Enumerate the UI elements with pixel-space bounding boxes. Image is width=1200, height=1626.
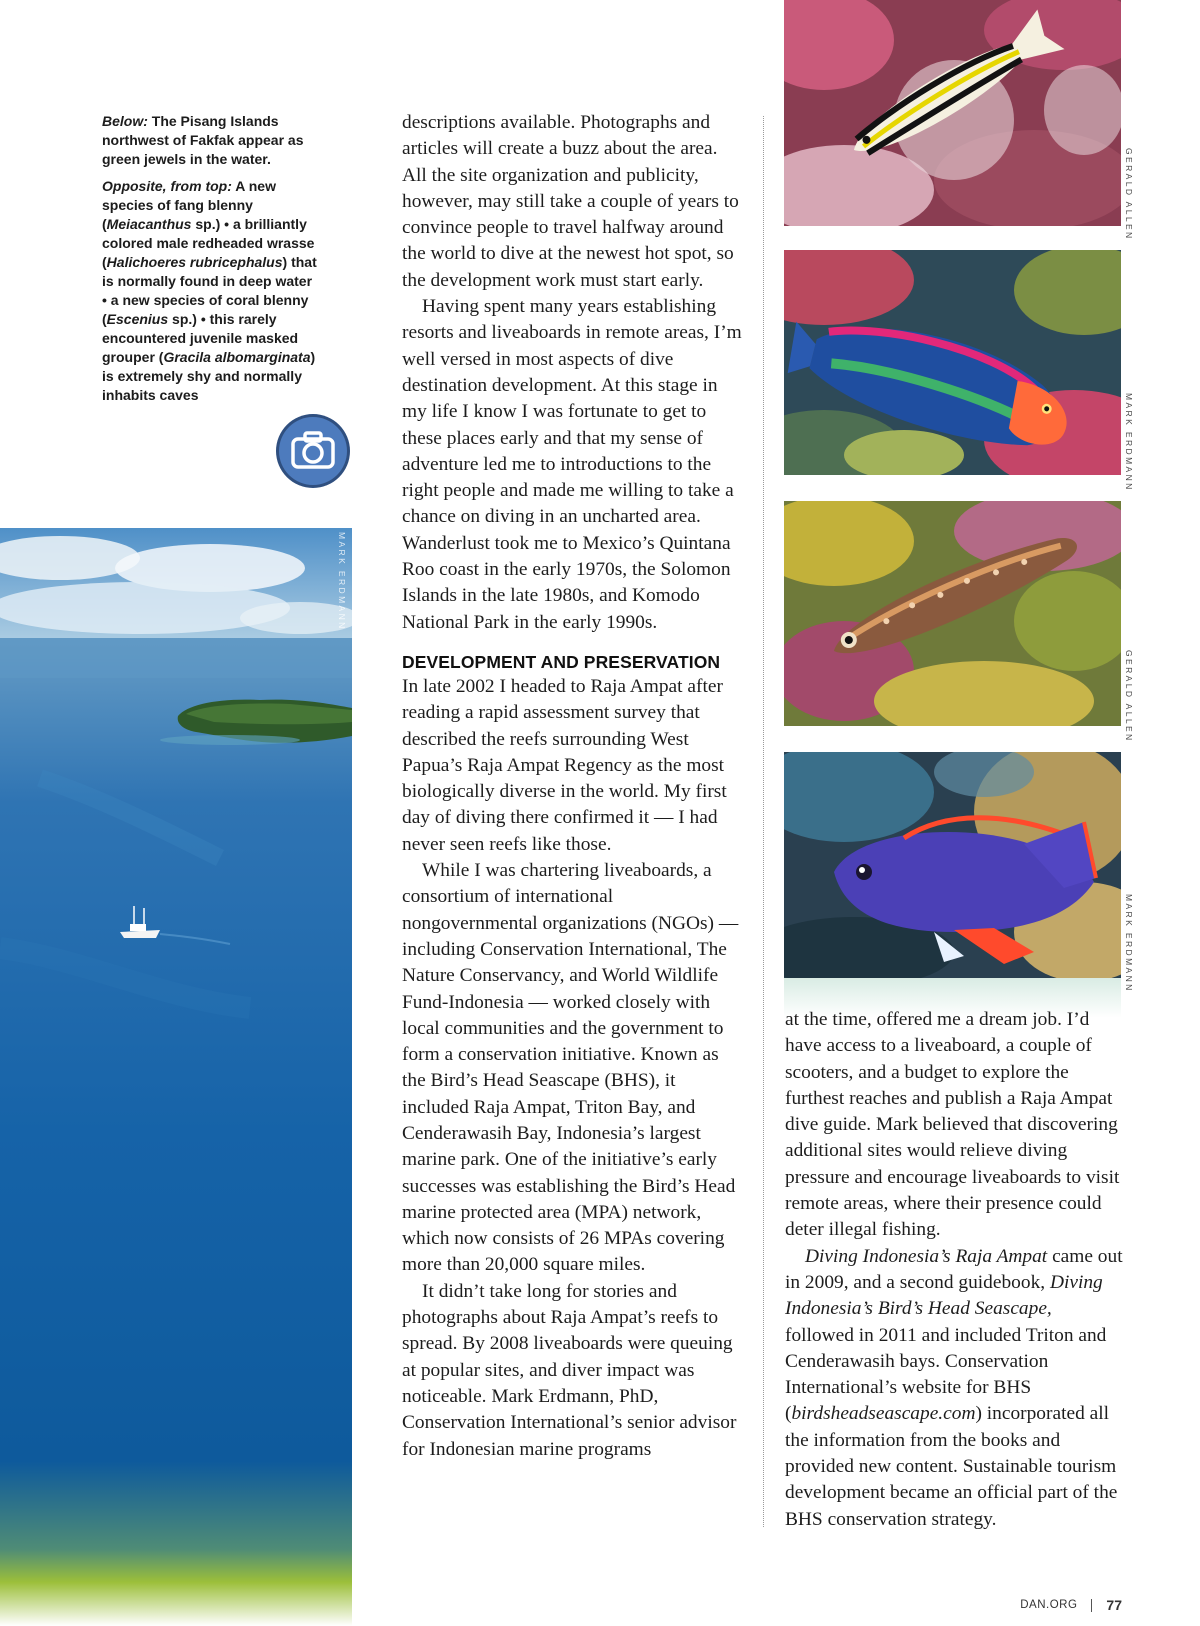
caption-species: Gracila albomarginata bbox=[163, 349, 311, 365]
photo-credit: GERALD ALLEN bbox=[1124, 650, 1134, 743]
photo-caption bbox=[102, 112, 320, 413]
caption-below bbox=[102, 112, 320, 169]
caption-text: sp.) • this rarely encountered juvenile masked grouper ( bbox=[102, 311, 299, 365]
article-paragraph: at the time, offered me a dream job. I’d have access to a liveaboard, a couple of scooters, and a budget to explore the furthest reaches and publish a Raja Ampat dive guide. Mark believed that discovering additional sites would relieve diving pressure and encourage liveaboards to visit remote areas, where their presence could deter illegal fishing. bbox=[785, 1009, 1120, 1241]
footer-separator bbox=[1091, 1599, 1092, 1612]
column-divider bbox=[763, 116, 764, 1527]
article-paragraph: Having spent many years establishing resorts and liveaboards in remote areas, I’m well versed in most aspects of dive destination development. At this stage in my life I know I was fortunate to get to these places early and that my sense of adventure led me to introductions to the right people and made me willing to take a chance on diving in an uncharted area. Wanderlust took me to Mexico’s Quintana Roo coast in the early 1970s, the Solomon Islands in the late 1980s, and Komodo National Park in the early 1990s. bbox=[402, 296, 742, 633]
article-column-2 bbox=[785, 1007, 1125, 1533]
book-title: Diving Indonesia’s Bird’s Head Seascape, bbox=[785, 1271, 1103, 1320]
caption-species: Halichoeres rubricephalus bbox=[106, 254, 283, 270]
article-paragraph: In late 2002 I headed to Raja Ampat after reading a rapid assessment survey that described the reefs surrounding West Papua’s Raja Ampat Regency as the most biologically diverse in the world. My first day of diving there confirmed it — I had never seen reefs like those. bbox=[402, 675, 727, 855]
caption-below-lead: Below: bbox=[102, 113, 148, 129]
article-paragraph: While I was chartering liveaboards, a consortium of international nongovernmental organizations (NGOs) — including Conservation International, The Nature Conservancy, and World Wildlife Fund-Indonesia — worked closely with local communities and the government to form a conservation initiative. Known as the Bird’s Head Seascape (BHS), it included Raja Ampat, Triton Bay, and Cenderawasih Bay, Indonesia’s largest marine park. One of the initiative’s early successes was establishing the Bird’s Head marine protected area (MPA) network, which now consists of 26 MPAs covering more than 20,000 square miles. bbox=[402, 860, 739, 1276]
caption-opposite bbox=[102, 177, 320, 405]
page-number: 77 bbox=[1106, 1597, 1122, 1613]
article-paragraph: It didn’t take long for stories and photographs about Raja Ampat’s reefs to spread. By 2008 liveaboards were queuing at popular sites, and diver impact was noticeable. Mark Erdmann, PhD, Conservation International’s senior advisor for Indonesian marine programs bbox=[402, 1280, 737, 1460]
article-text: came out in 2009, and a second guidebook, bbox=[785, 1245, 1123, 1293]
photo-masked-grouper bbox=[784, 752, 1121, 978]
article-paragraph bbox=[785, 1244, 1125, 1533]
footer-site: DAN.ORG bbox=[1020, 1599, 1078, 1611]
caption-species: Escenius bbox=[106, 311, 169, 327]
caption-text: ) that is normally found in deep water • a new species of coral blenny ( bbox=[102, 254, 317, 327]
photo-credit: MARK ERDMANN bbox=[1124, 894, 1134, 993]
caption-below-text: The Pisang Islands northwest of Fakfak appear as green jewels in the water. bbox=[102, 113, 304, 167]
caption-opposite-lead: Opposite, from top: bbox=[102, 178, 232, 194]
photo-coral-blenny bbox=[784, 501, 1121, 726]
book-title: Diving Indonesia’s Raja Ampat bbox=[805, 1245, 1048, 1267]
photo-fang-blenny bbox=[784, 0, 1121, 226]
photo-credit-aerial: MARK ERDMANN bbox=[337, 532, 347, 631]
website-url: birdsheadseascape.com bbox=[791, 1403, 976, 1425]
caption-text: A new species of fang blenny ( bbox=[102, 178, 276, 232]
photo-credit: MARK ERDMANN bbox=[1124, 393, 1134, 492]
page-footer bbox=[1020, 1597, 1122, 1613]
caption-text: ) is extremely shy and normally inhabits caves bbox=[102, 349, 316, 403]
aerial-photo-pisang-islands bbox=[0, 528, 352, 1626]
section-heading: DEVELOPMENT AND PRESERVATION bbox=[402, 651, 721, 672]
camera-icon bbox=[275, 413, 351, 489]
caption-text: sp.) • a brilliantly colored male redheaded wrasse ( bbox=[102, 216, 315, 270]
article-column-1 bbox=[402, 110, 742, 1463]
caption-species: Meiacanthus bbox=[106, 216, 192, 232]
photo-credit: GERALD ALLEN bbox=[1124, 148, 1134, 241]
photo-redheaded-wrasse bbox=[784, 250, 1121, 475]
article-text: ) incorporated all the information from the books and provided new content. Sustainable tourism development became an official part of the BHS conservation strategy. bbox=[785, 1403, 1118, 1530]
article-paragraph: descriptions available. Photographs and articles will create a buzz about the area. All the site organization and publicity, however, may still take a couple of years to convince people to travel halfway around the world to dive at the newest hot spot, so the development work must start early. bbox=[402, 112, 739, 291]
article-text: followed in 2011 and included Triton and Cenderawasih bays. Conservation International’s website for BHS ( bbox=[785, 1324, 1107, 1425]
